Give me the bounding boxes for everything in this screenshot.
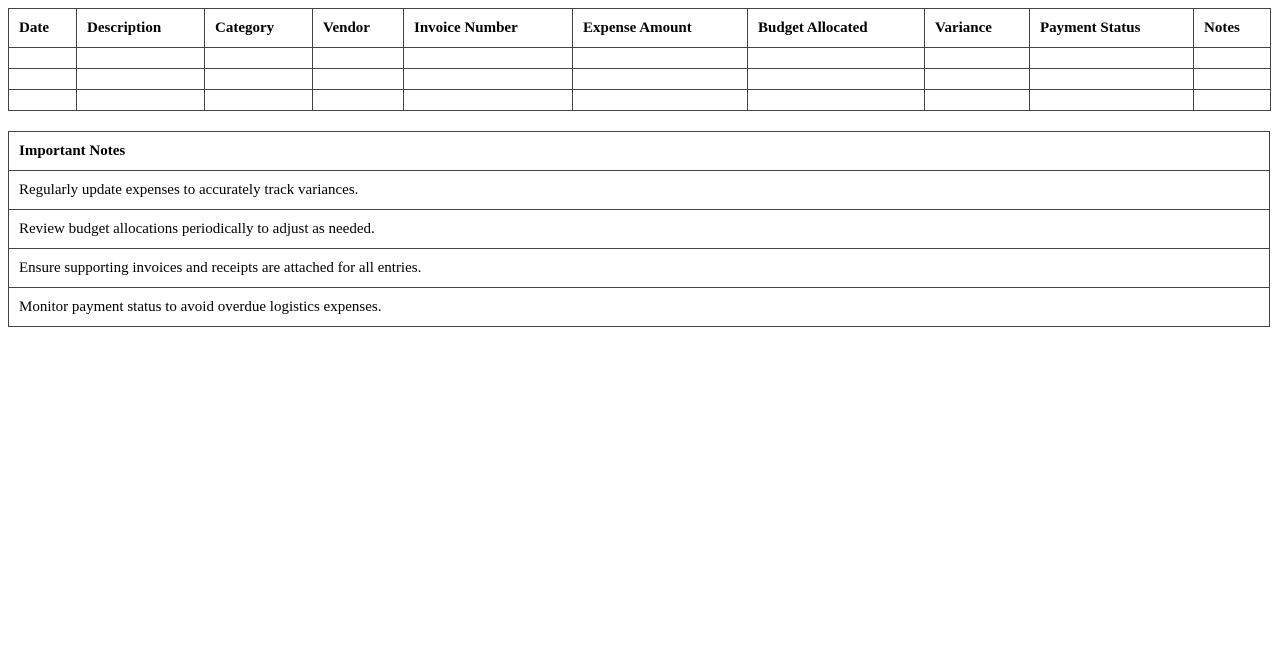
notes-title: Important Notes	[9, 132, 1270, 171]
table-cell	[1030, 90, 1194, 111]
table-cell	[748, 69, 925, 90]
table-cell	[77, 69, 205, 90]
table-cell	[313, 90, 404, 111]
column-header-vendor: Vendor	[313, 9, 404, 48]
important-notes-table	[8, 131, 1270, 327]
table-cell	[573, 69, 748, 90]
table-cell	[9, 69, 77, 90]
notes-header-row	[9, 132, 1270, 171]
note-item: Monitor payment status to avoid overdue logistics expenses.	[9, 288, 1270, 327]
column-header-budget-allocated: Budget Allocated	[748, 9, 925, 48]
table-cell	[77, 48, 205, 69]
column-header-notes: Notes	[1194, 9, 1271, 48]
notes-row	[9, 249, 1270, 288]
table-cell	[313, 48, 404, 69]
column-header-payment-status: Payment Status	[1030, 9, 1194, 48]
table-cell	[1194, 90, 1271, 111]
table-row	[9, 69, 1271, 90]
column-header-expense-amount: Expense Amount	[573, 9, 748, 48]
table-cell	[9, 48, 77, 69]
note-item: Review budget allocations periodically to adjust as needed.	[9, 210, 1270, 249]
table-cell	[404, 48, 573, 69]
table-cell	[748, 90, 925, 111]
table-cell	[1030, 48, 1194, 69]
note-item: Ensure supporting invoices and receipts are attached for all entries.	[9, 249, 1270, 288]
note-item: Regularly update expenses to accurately track variances.	[9, 171, 1270, 210]
table-cell	[205, 48, 313, 69]
table-cell	[1194, 69, 1271, 90]
table-cell	[205, 69, 313, 90]
column-header-date: Date	[9, 9, 77, 48]
expense-table-header-row	[9, 9, 1271, 48]
column-header-category: Category	[205, 9, 313, 48]
table-cell	[925, 69, 1030, 90]
table-cell	[1194, 48, 1271, 69]
table-cell	[573, 48, 748, 69]
table-cell	[925, 90, 1030, 111]
table-cell	[9, 90, 77, 111]
column-header-description: Description	[77, 9, 205, 48]
table-cell	[573, 90, 748, 111]
column-header-invoice-number: Invoice Number	[404, 9, 573, 48]
table-row	[9, 48, 1271, 69]
expense-table	[8, 8, 1271, 111]
notes-row	[9, 171, 1270, 210]
table-cell	[313, 69, 404, 90]
document-body	[8, 8, 1270, 327]
notes-row	[9, 210, 1270, 249]
table-cell	[77, 90, 205, 111]
notes-row	[9, 288, 1270, 327]
table-cell	[404, 90, 573, 111]
table-cell	[925, 48, 1030, 69]
table-cell	[748, 48, 925, 69]
table-cell	[1030, 69, 1194, 90]
table-row	[9, 90, 1271, 111]
column-header-variance: Variance	[925, 9, 1030, 48]
table-cell	[205, 90, 313, 111]
table-cell	[404, 69, 573, 90]
